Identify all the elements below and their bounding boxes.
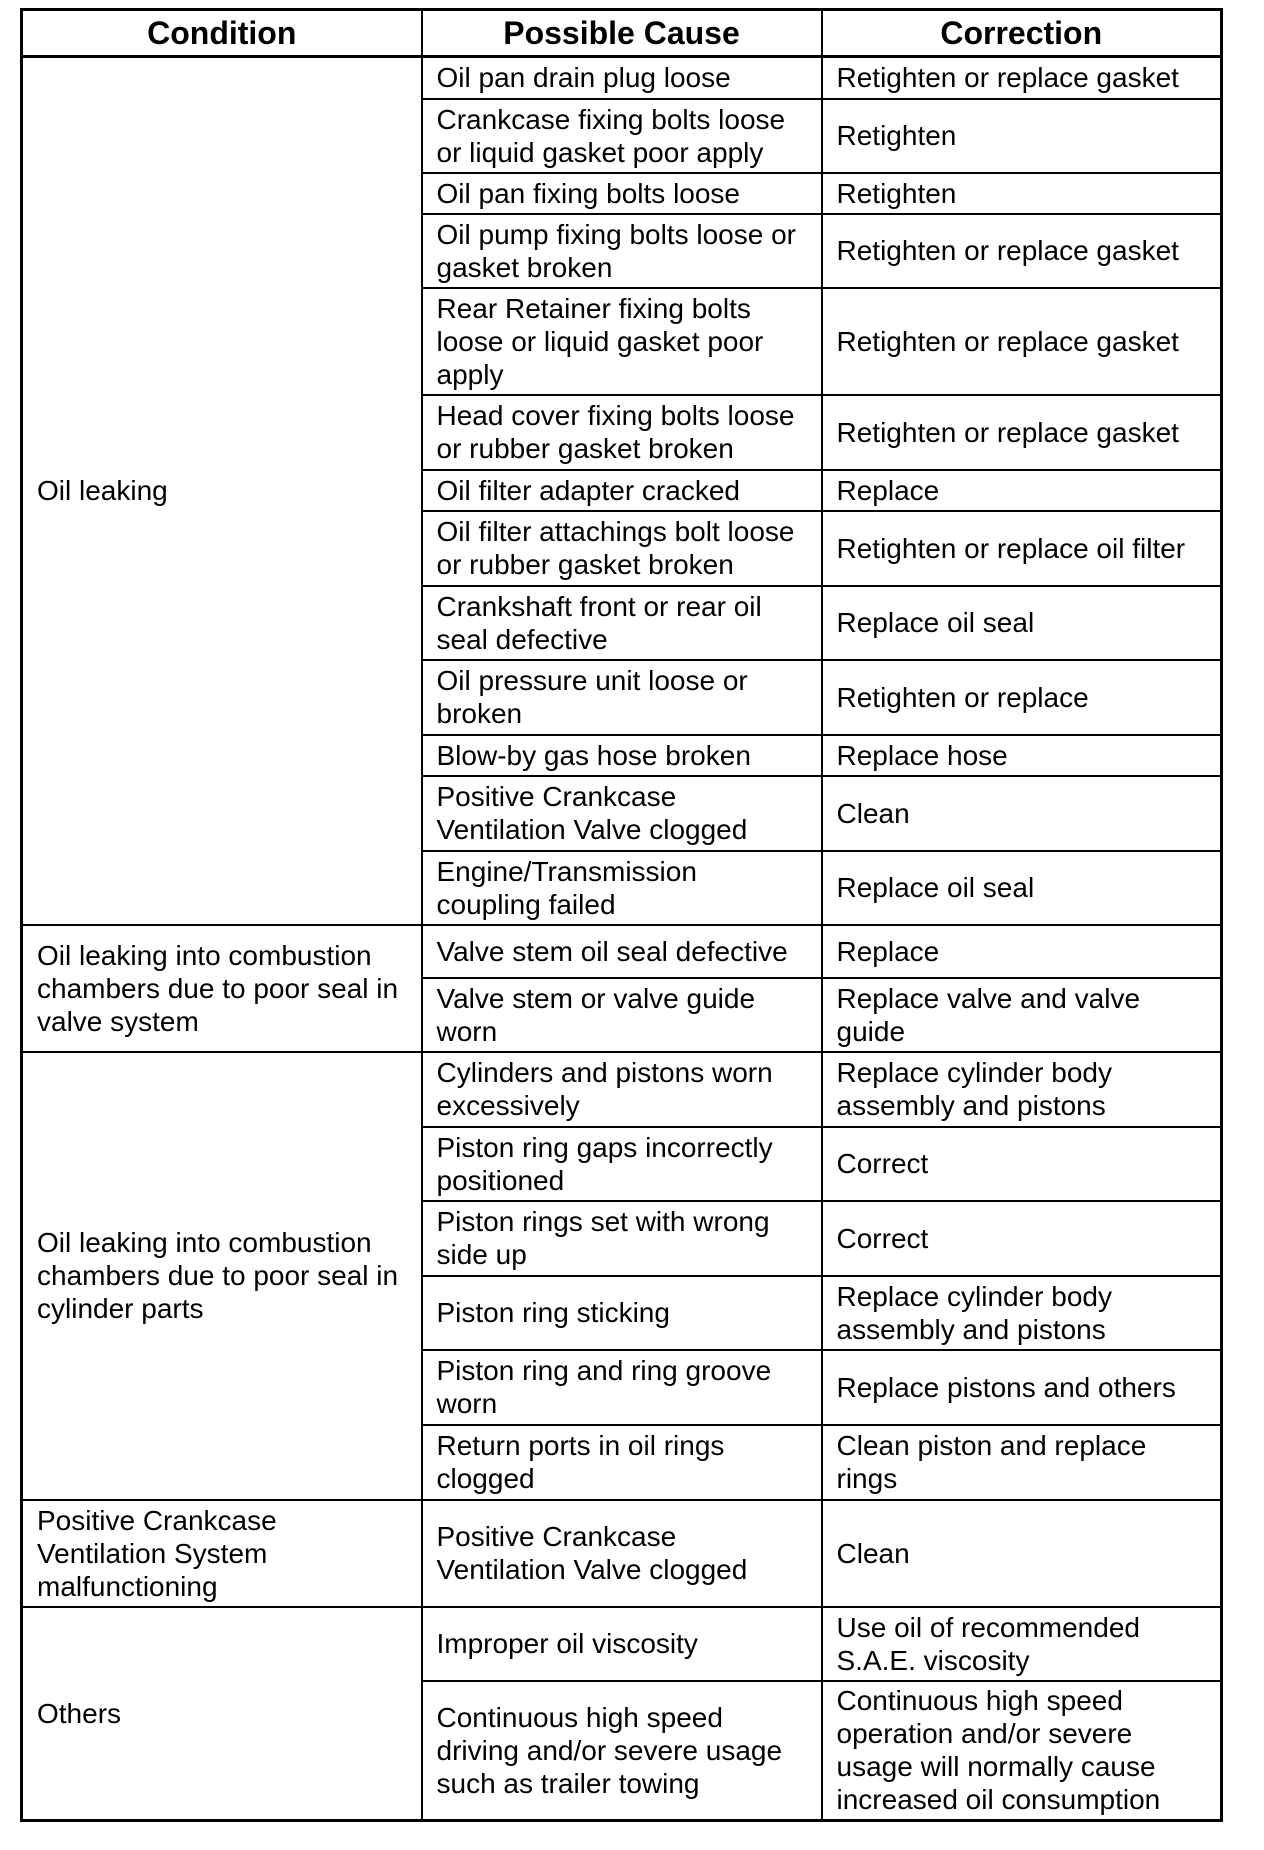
correction-cell: Retighten or replace gasket [822, 214, 1222, 288]
header-correction: Correction [822, 10, 1222, 57]
cause-cell: Return ports in oil rings clogged [422, 1425, 822, 1500]
correction-cell: Replace cylinder body assembly and pistons [822, 1052, 1222, 1127]
correction-cell: Replace oil seal [822, 586, 1222, 660]
correction-cell: Continuous high speed operation and/or severe usage will normally cause increased oil consumption [822, 1681, 1222, 1821]
diagnosis-table [20, 8, 1223, 1822]
cause-cell: Rear Retainer fixing bolts loose or liquid gasket poor apply [422, 288, 822, 395]
table-row [22, 1500, 1222, 1607]
condition-cell: Oil leaking into combustion chambers due to poor seal in cylinder parts [22, 1052, 422, 1500]
table-row [22, 925, 1222, 978]
cause-cell: Oil pump fixing bolts loose or gasket broken [422, 214, 822, 288]
cause-cell: Oil filter attachings bolt loose or rubber gasket broken [422, 511, 822, 586]
correction-cell: Replace pistons and others [822, 1350, 1222, 1425]
correction-cell: Correct [822, 1127, 1222, 1201]
cause-cell: Cylinders and pistons worn excessively [422, 1052, 822, 1127]
cause-cell: Oil filter adapter cracked [422, 470, 822, 511]
correction-cell: Replace cylinder body assembly and pistons [822, 1276, 1222, 1350]
cause-cell: Head cover fixing bolts loose or rubber gasket broken [422, 395, 822, 470]
correction-cell: Retighten or replace gasket [822, 288, 1222, 395]
condition-cell: Positive Crankcase Ventilation System malfunctioning [22, 1500, 422, 1607]
cause-cell: Improper oil viscosity [422, 1607, 822, 1681]
table-row [22, 1052, 1222, 1127]
table-row [22, 57, 1222, 99]
correction-cell: Clean piston and replace rings [822, 1425, 1222, 1500]
correction-cell: Retighten [822, 173, 1222, 214]
cause-cell: Oil pan drain plug loose [422, 57, 822, 99]
cause-cell: Crankshaft front or rear oil seal defective [422, 586, 822, 660]
header-condition: Condition [22, 10, 422, 57]
condition-cell: Oil leaking [22, 57, 422, 925]
correction-cell: Retighten or replace [822, 660, 1222, 735]
cause-cell: Blow-by gas hose broken [422, 735, 822, 776]
correction-cell: Retighten [822, 99, 1222, 173]
correction-cell: Retighten or replace gasket [822, 57, 1222, 99]
cause-cell: Positive Crankcase Ventilation Valve clogged [422, 776, 822, 851]
correction-cell: Replace oil seal [822, 851, 1222, 925]
correction-cell: Replace hose [822, 735, 1222, 776]
correction-cell: Clean [822, 776, 1222, 851]
header-row [22, 10, 1222, 57]
cause-cell: Piston ring sticking [422, 1276, 822, 1350]
cause-cell: Piston ring gaps incorrectly positioned [422, 1127, 822, 1201]
correction-cell: Retighten or replace gasket [822, 395, 1222, 470]
correction-cell: Replace [822, 925, 1222, 978]
cause-cell: Valve stem oil seal defective [422, 925, 822, 978]
cause-cell: Valve stem or valve guide worn [422, 978, 822, 1052]
cause-cell: Oil pressure unit loose or broken [422, 660, 822, 735]
cause-cell: Crankcase fixing bolts loose or liquid gasket poor apply [422, 99, 822, 173]
condition-cell: Oil leaking into combustion chambers due to poor seal in valve system [22, 925, 422, 1052]
header-possible-cause: Possible Cause [422, 10, 822, 57]
cause-cell: Piston rings set with wrong side up [422, 1201, 822, 1276]
correction-cell: Correct [822, 1201, 1222, 1276]
table-row [22, 1607, 1222, 1681]
correction-cell: Use oil of recommended S.A.E. viscosity [822, 1607, 1222, 1681]
correction-cell: Clean [822, 1500, 1222, 1607]
cause-cell: Piston ring and ring groove worn [422, 1350, 822, 1425]
cause-cell: Engine/Transmission coupling failed [422, 851, 822, 925]
condition-cell: Others [22, 1607, 422, 1821]
correction-cell: Replace valve and valve guide [822, 978, 1222, 1052]
correction-cell: Retighten or replace oil filter [822, 511, 1222, 586]
cause-cell: Oil pan fixing bolts loose [422, 173, 822, 214]
cause-cell: Continuous high speed driving and/or severe usage such as trailer towing [422, 1681, 822, 1821]
correction-cell: Replace [822, 470, 1222, 511]
cause-cell: Positive Crankcase Ventilation Valve clogged [422, 1500, 822, 1607]
